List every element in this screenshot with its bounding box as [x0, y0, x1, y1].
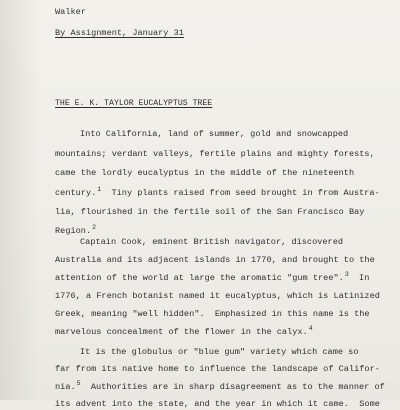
- paragraph-line: Into California, land of summer, gold and snowcapped: [80, 129, 349, 139]
- paragraph-2: [55, 236, 400, 346]
- author-name: Walker: [55, 7, 86, 17]
- footnote-marker: 4: [308, 325, 313, 332]
- paragraph-line: attention of the world at large the aromatic "gum tree".$^3$ In: [55, 271, 370, 283]
- paragraph-line: Australia and its adjacent islands in 1770, and brought to the: [55, 255, 375, 265]
- paragraph-line: Region.$^2$: [55, 224, 97, 236]
- paragraph-3: [55, 346, 400, 409]
- paragraph-1: [55, 128, 400, 236]
- paragraph-line: It is the globulus or "blue gum" variety which came so: [80, 347, 359, 357]
- paragraph-line: Greek, meaning "well hidden". Emphasized in this name is the: [55, 309, 370, 319]
- paragraph-line: century.$^1$ Tiny plants raised from seed brought in from Austra-: [55, 186, 380, 198]
- paragraph-line: nia.$^5$ Authorities are in sharp disagreement as to the manner of: [55, 380, 385, 392]
- paragraph-line: far from its native home to influence the landscape of Califor-: [55, 364, 380, 374]
- paragraph-line: marvelous concealment of the flower in the calyx.$^4$: [55, 325, 313, 337]
- footnote-marker: 3: [344, 271, 349, 278]
- paragraph-line: mountains; verdant valleys, fertile plains and mighty forests,: [55, 149, 375, 159]
- document-title: THE E. K. TAYLOR EUCALYPTUS TREE: [55, 99, 213, 108]
- footnote-marker: 5: [76, 380, 81, 387]
- paragraph-line: lia, flourished in the fertile soil of the San Francisco Bay: [55, 207, 365, 217]
- footnote-marker: 2: [92, 224, 97, 231]
- paragraph-line: its advent into the state, and the year in which it came. Some: [55, 399, 380, 409]
- paragraph-line: came the lordly eucalyptus in the middle of the nineteenth: [55, 168, 355, 178]
- paragraph-line: Captain Cook, eminent British navigator, discovered: [80, 237, 344, 247]
- assignment-line: By Assignment, January 31: [55, 28, 184, 38]
- footnote-marker: 1: [97, 186, 102, 193]
- paragraph-line: 1776, a French botanist named it eucalyptus, which is Latinized: [55, 291, 380, 301]
